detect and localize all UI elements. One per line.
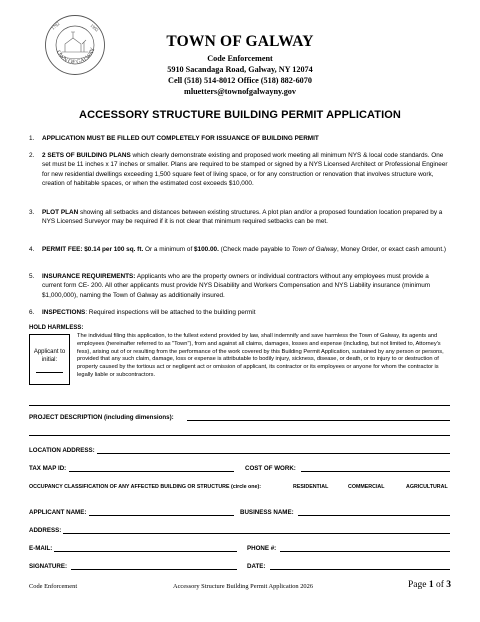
occupancy-row [29, 484, 450, 494]
project-description-label: PROJECT DESCRIPTION (including dimensions): [29, 414, 174, 421]
office-address: 5910 Sacandaga Road, Galway, NY 12074 [167, 65, 313, 74]
signature-field[interactable] [71, 563, 237, 570]
department: Code Enforcement [207, 54, 273, 63]
date-label: DATE: [247, 563, 266, 570]
project-description-row [29, 414, 450, 424]
hold-harmless-label: HOLD HARMLESS: [29, 325, 84, 331]
occupancy-option-residential[interactable]: RESIDENTIAL [293, 484, 329, 490]
applicant-business-row [29, 509, 450, 519]
footer-document-name: Accessory Structure Building Permit Application 2026 [172, 583, 314, 590]
svg-text:TOWN OF GALWAY: OWN OF GALWAY [54, 46, 97, 66]
location-address-label: LOCATION ADDRESS: [29, 447, 95, 454]
location-address-row [29, 447, 450, 457]
svg-text:1792: 1792 [50, 21, 61, 31]
svg-text:1992: 1992 [89, 22, 100, 33]
instruction-item-6: 6. INSPECTIONS: Required inspections will be attached to the building permit [29, 309, 256, 316]
instruction-item-5: 5. INSURANCE REQUIREMENTS: Applicants who are the property owners or individual contractors without any employees must provide a current form CE- 200. All other applicants must provide NYS Disability and Workers Compensation and NYS Liability insurance (minimum $1,000,000), naming the Town of Galway as additionally insured. [29, 273, 431, 299]
hold-harmless-text: The individual filing this application, to the fullest extend provided by law, shall indemnify and save harmless the Town of Galway, its agents and employees (hereinafter referred to as "Town"), from and against all claims, damages, losses and expense (including, but not limited to, Attorney's fess), arising out of or resulting from the performance of the work covered by this Building Permit Application, sustained by any person or persons, provided that any such claim, damage, loss or expense is attributable to bodily injury, sickness, disease, or death, or to injury to or destruction of property caused by the tortious act or negligent act or omission of applicant, its contractor or its employees or anyone for whom the contractor is legally liable or subcontractors. [77, 333, 444, 378]
instruction-item-2: 2. 2 SETS OF BUILDING PLANS which clearly demonstrate existing and proposed work meeting all minimum NYS & local code standards. One set must be 11 inches x 17 inches or smaller. Plans are required to be stamped or signed by a NYS Licensed Architect or Professional Engineer for new residential dwellings exceeding 1,500 square feet of living space, or for any construction or renovation that involves structure work, creation of habitable spaces, or when the estimated cost exceeds $10,000. [29, 152, 448, 188]
instruction-item-4: 4. PERMIT FEE: $0.14 per 100 sq. ft. Or a minimum of $100.00. (Check made payable to Town of Galway, Money Order, or exact cash amount.) [29, 246, 446, 253]
signature-label: SIGNATURE: [29, 563, 68, 570]
footer-department: Code Enforcement [29, 583, 78, 590]
page-indicator: Page 1 of 3 [407, 580, 451, 590]
location-address-field[interactable] [97, 447, 450, 454]
office-email: mluetters@townofgalwayny.gov [184, 87, 296, 96]
tax-cost-row [29, 465, 450, 475]
occupancy-option-commercial[interactable]: COMMERCIAL [348, 484, 385, 490]
applicant-name-label: APPLICANT NAME: [29, 509, 87, 516]
instruction-item-1: 1. APPLICATION MUST BE FILLED OUT COMPLETELY FOR ISSUANCE OF BUILDING PERMIT [29, 135, 319, 142]
occupancy-option-agricultural[interactable]: AGRICULTURAL [406, 484, 448, 490]
address-row [29, 527, 450, 537]
cost-of-work-field[interactable] [301, 465, 450, 472]
business-name-field[interactable] [298, 509, 450, 516]
email-phone-row [29, 545, 450, 555]
phone-label: PHONE #: [247, 545, 277, 552]
applicant-initial-label: Applicant to initial: [33, 349, 66, 363]
email-field[interactable] [54, 545, 237, 552]
project-description-field-2[interactable] [29, 429, 450, 436]
address-field[interactable] [63, 527, 450, 534]
business-name-label: BUSINESS NAME: [240, 509, 294, 516]
phone-field[interactable] [280, 545, 450, 552]
tax-map-id-field[interactable] [69, 465, 234, 472]
tax-map-id-label: TAX MAP ID: [29, 465, 67, 472]
office-phone: Cell (518) 514-8012 Office (518) 882-6070 [168, 76, 312, 85]
date-field[interactable] [270, 563, 450, 570]
document-title: ACCESSORY STRUCTURE BUILDING PERMIT APPLICATION [79, 109, 401, 121]
applicant-initial-box[interactable] [29, 334, 70, 385]
occupancy-label: OCCUPANCY CLASSIFICATION OF ANY AFFECTED BUILDING OR STRUCTURE (circle one): [29, 484, 261, 490]
initial-line[interactable] [36, 372, 63, 373]
cost-of-work-label: COST OF WORK: [245, 465, 296, 472]
signature-date-row [29, 563, 450, 573]
project-description-row-2 [29, 429, 450, 439]
instruction-item-3: 3. PLOT PLAN showing all setbacks and distances between existing structures. A plot plan and/or a proposed foundation location prepared by a NYS Licensed Surveyor may be required if it is not clear that minimum required setbacks can be met. [29, 209, 443, 226]
project-description-field[interactable] [187, 414, 450, 421]
town-seal-logo [44, 14, 106, 76]
applicant-name-field[interactable] [89, 509, 234, 516]
town-name: TOWN OF GALWAY [166, 33, 314, 50]
email-label: E-MAIL: [29, 545, 53, 552]
section-divider [29, 405, 450, 406]
address-label: ADDRESS: [29, 527, 62, 534]
